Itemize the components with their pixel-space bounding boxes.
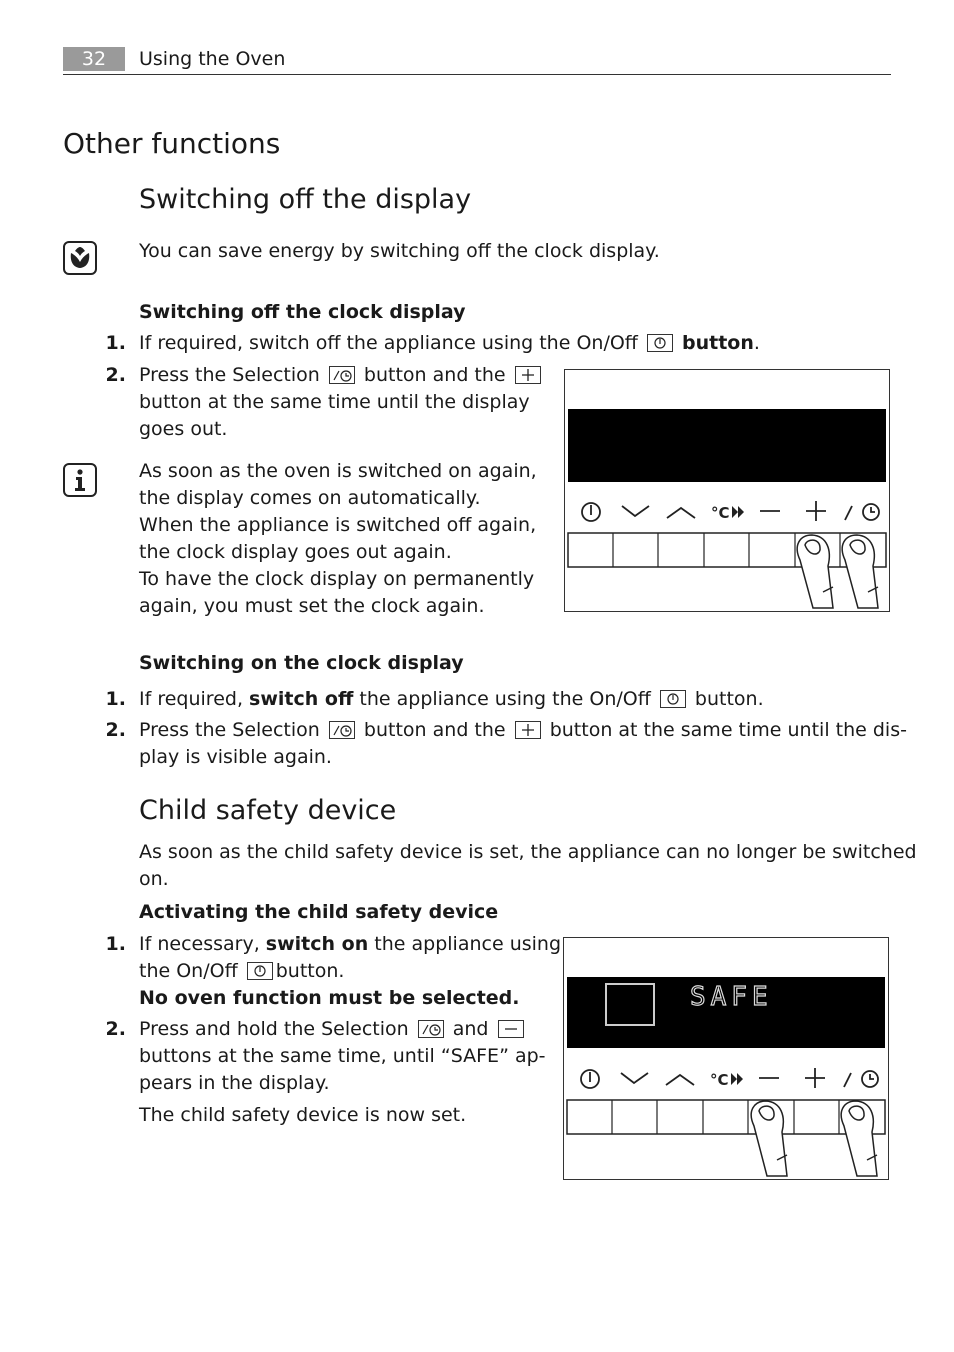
step-number: 1. <box>105 688 126 710</box>
step-number: 1. <box>105 332 126 354</box>
child-safety-intro-line-1: As soon as the child safety device is set, the appliance can no longer be switched <box>139 841 917 863</box>
child-safety-result: The child safety device is now set. <box>139 1104 467 1126</box>
degree-label: °C <box>710 1071 729 1089</box>
minus-key-icon <box>498 1020 524 1038</box>
step-number: 1. <box>105 933 126 955</box>
child-step-2-line-2: buttons at the same time, until “SAFE” ap- <box>139 1045 546 1067</box>
off-step-2-line-1: Press the Selection button and the <box>139 362 544 389</box>
section-title: Using the Oven <box>139 48 286 70</box>
child-safety-heading: Child safety device <box>139 795 397 826</box>
off-step-2-line-2: button at the same time until the display <box>139 391 530 413</box>
child-step-1-warning: No oven function must be selected. <box>139 987 520 1009</box>
off-step-2-line-3: goes out. <box>139 418 228 440</box>
info-line-5: To have the clock display on permanently <box>139 568 535 590</box>
child-step-2-line-1: Press and hold the Selection and <box>139 1016 527 1043</box>
on-off-key-icon <box>647 334 673 352</box>
switching-off-clock-subheading: Switching off the clock display <box>139 301 466 323</box>
page-number: 32 <box>63 47 125 71</box>
info-line-1: As soon as the oven is switched on again, <box>139 460 537 482</box>
step-number: 2. <box>105 719 126 741</box>
info-line-3: When the appliance is switched off again, <box>139 514 537 536</box>
on-off-key-icon <box>247 962 273 980</box>
on-step-2-line-1: Press the Selection button and the button at the same time until the dis- <box>139 719 907 741</box>
off-step-1: If required, switch off the appliance using the On/Off button. <box>139 332 760 354</box>
selection-key-icon <box>329 721 355 739</box>
control-panel-illustration-safe <box>563 937 889 1180</box>
child-step-1-line-2: the On/Off button. <box>139 960 345 982</box>
activating-child-safety-subheading: Activating the child safety device <box>139 901 499 923</box>
on-off-key-icon <box>660 690 686 708</box>
plus-key-icon <box>515 366 541 384</box>
other-functions-heading: Other functions <box>63 127 281 160</box>
info-icon <box>63 463 97 497</box>
info-line-6: again, you must set the clock again. <box>139 595 485 617</box>
child-safety-intro-line-2: on. <box>139 868 169 890</box>
switching-off-display-heading: Switching off the display <box>139 184 472 215</box>
plus-key-icon <box>515 721 541 739</box>
on-step-1: If required, switch off the appliance using the On/Off button. <box>139 688 764 710</box>
eco-leaf-icon <box>63 241 97 275</box>
step-number: 2. <box>105 364 126 386</box>
selection-key-icon <box>329 366 355 384</box>
control-panel-illustration-display-off <box>564 369 890 612</box>
step-number: 2. <box>105 1018 126 1040</box>
safe-display-text: SAFE <box>690 982 773 1012</box>
switching-on-clock-subheading: Switching on the clock display <box>139 652 464 674</box>
header-divider <box>63 74 891 75</box>
child-step-1-line-1: If necessary, switch on the appliance using <box>139 933 562 955</box>
degree-label: °C <box>711 504 730 522</box>
info-line-4: the clock display goes out again. <box>139 541 452 563</box>
child-step-2-line-3: pears in the display. <box>139 1072 330 1094</box>
selection-key-icon <box>418 1020 444 1038</box>
eco-note: You can save energy by switching off the clock display. <box>139 240 660 262</box>
on-step-2-line-2: play is visible again. <box>139 746 332 768</box>
info-line-2: the display comes on automatically. <box>139 487 481 509</box>
